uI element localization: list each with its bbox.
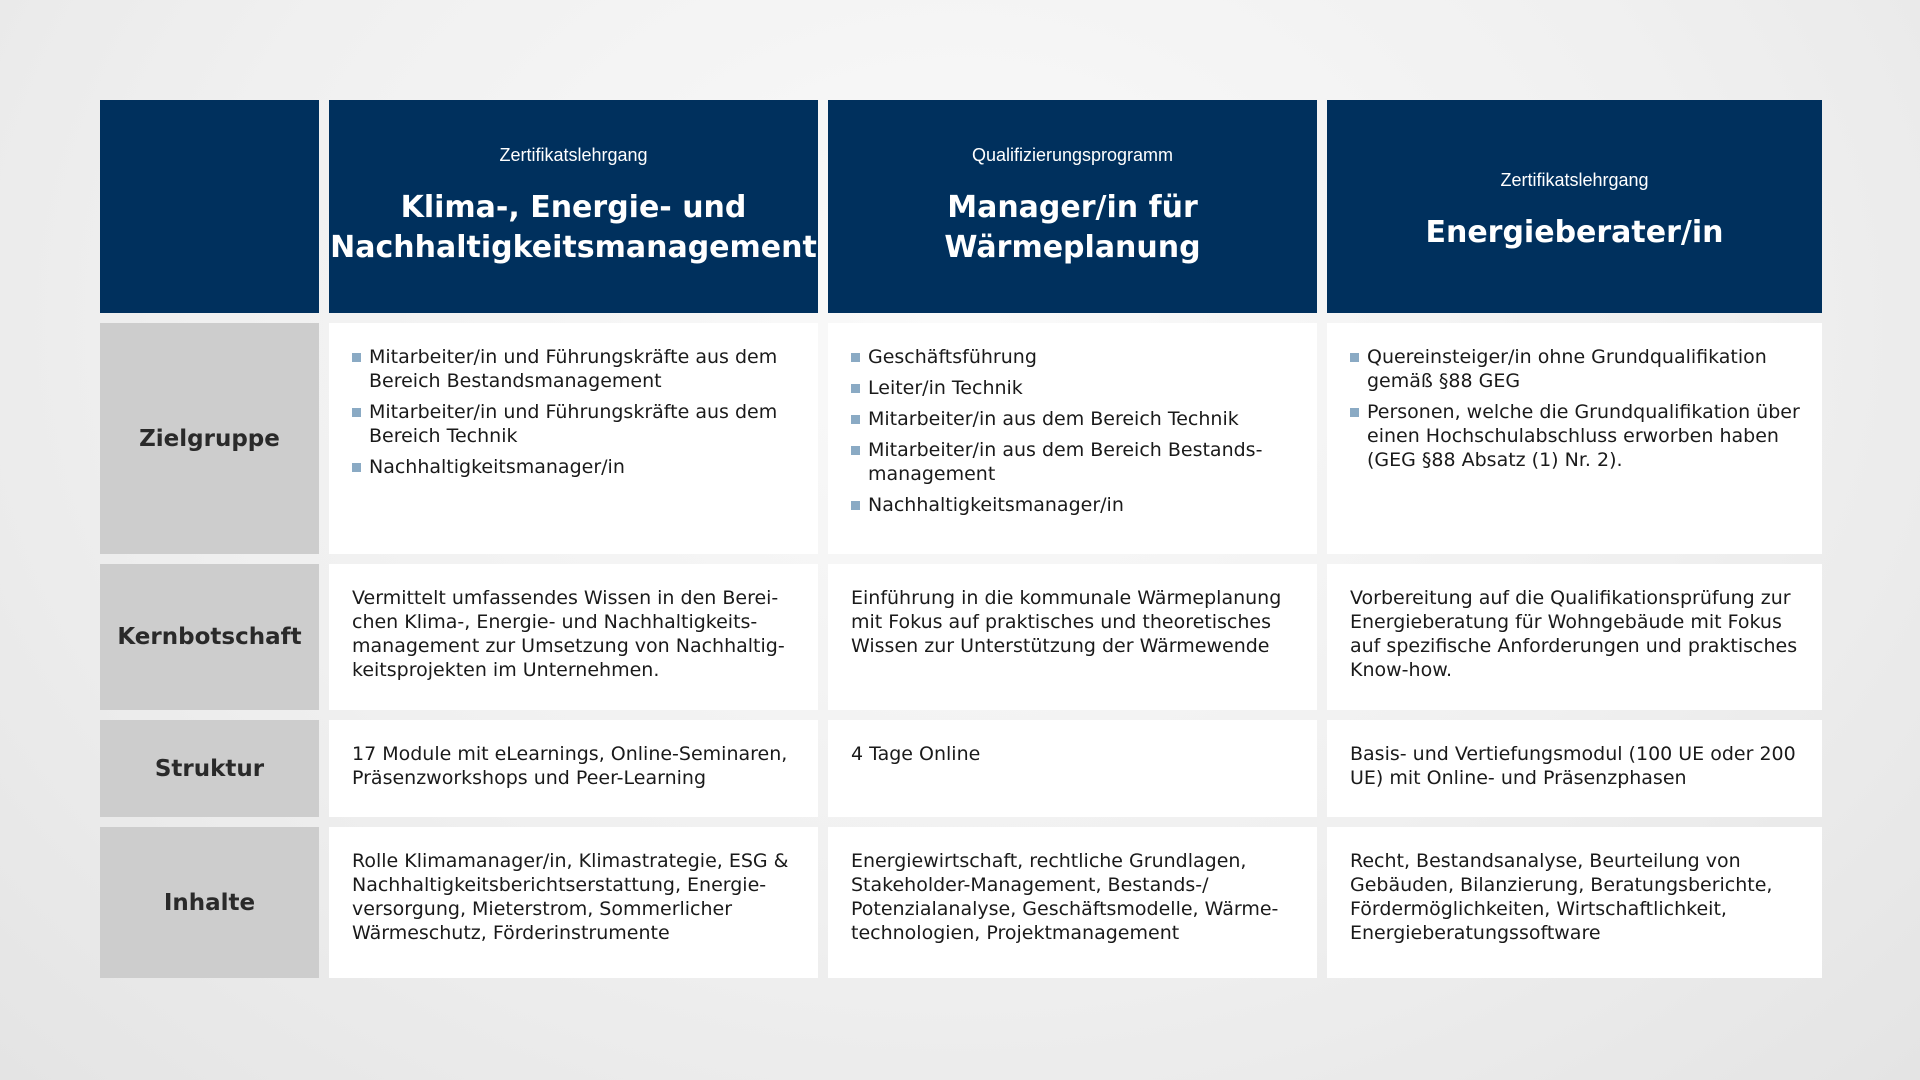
list-item: Nachhaltigkeitsmanager/in — [352, 455, 798, 479]
list-item: Mitarbeiter/in aus dem Bereich Technik — [851, 407, 1297, 431]
column-header-3 — [1327, 100, 1822, 313]
kernbotschaft-cell-1: Vermittelt umfassendes Wissen in den Berei-chen Klima-, Energie- und Nachhaltigkeits-management zur Umsetzung von Nachhaltig-keitsprojekten im Unternehmen. — [329, 564, 818, 710]
column-kicker: Zertifikatslehrgang — [1500, 170, 1649, 190]
row-label-kernbotschaft: Kernbotschaft — [100, 564, 319, 710]
column-title: Manager/in für Wärmeplanung — [944, 190, 1201, 265]
struktur-cell-2: 4 Tage Online — [828, 720, 1317, 817]
list-item: Mitarbeiter/in aus dem Bereich Bestands-management — [851, 438, 1297, 486]
row-label-struktur: Struktur — [100, 720, 319, 817]
list-item: Leiter/in Technik — [851, 376, 1297, 400]
struktur-cell-1: 17 Module mit eLearnings, Online-Seminaren, Präsenzworkshops und Peer-Learning — [329, 720, 818, 817]
list-item: Geschäftsführung — [851, 345, 1297, 369]
inhalte-cell-2: Energiewirtschaft, rechtliche Grundlagen, Stakeholder-Management, Bestands-/ Potenzialanalyse, Geschäftsmodelle, Wärme-technologien, Projektmanagement — [828, 827, 1317, 978]
column-header-2 — [828, 100, 1317, 313]
comparison-table — [100, 100, 1822, 978]
list-item: Mitarbeiter/in und Führungskräfte aus dem Bereich Bestandsmanagement — [352, 345, 798, 393]
inhalte-cell-3: Recht, Bestandsanalyse, Beurteilung von Gebäuden, Bilanzierung, Beratungsberichte, Fördermöglichkeiten, Wirtschaftlichkeit, Energieberatungssoftware — [1327, 827, 1822, 978]
column-kicker: Qualifizierungsprogramm — [971, 145, 1174, 165]
zielgruppe-cell-1 — [329, 323, 818, 554]
column-title: Energieberater/in — [1425, 215, 1724, 250]
list-item: Mitarbeiter/in und Führungskräfte aus dem Bereich Technik — [352, 400, 798, 448]
column-kicker: Zertifikatslehrgang — [499, 145, 648, 165]
list-item: Nachhaltigkeitsmanager/in — [851, 493, 1297, 517]
zielgruppe-cell-2 — [828, 323, 1317, 554]
inhalte-cell-1: Rolle Klimamanager/in, Klimastrategie, ESG & Nachhaltigkeitsberichtserstattung, Energie-versorgung, Mieterstrom, Sommerlicher Wärmeschutz, Förderinstrumente — [329, 827, 818, 978]
list-item: Personen, welche die Grundqualifikation über einen Hochschulabschluss erworben haben (GEG §88 Absatz (1) Nr. 2). — [1350, 400, 1802, 472]
row-label-zielgruppe: Zielgruppe — [100, 323, 319, 554]
zielgruppe-cell-3 — [1327, 323, 1822, 554]
kernbotschaft-cell-2: Einführung in die kommunale Wärmeplanung mit Fokus auf praktisches und theoretisches Wissen zur Unterstützung der Wärmewende — [828, 564, 1317, 710]
kernbotschaft-cell-3: Vorbereitung auf die Qualifikationsprüfung zur Energieberatung für Wohngebäude mit Fokus auf spezifische Anforderungen und praktisches Know-how. — [1327, 564, 1822, 710]
row-label-inhalte: Inhalte — [100, 827, 319, 978]
struktur-cell-3: Basis- und Vertiefungsmodul (100 UE oder 200 UE) mit Online- und Präsenzphasen — [1327, 720, 1822, 817]
list-item: Quereinsteiger/in ohne Grundqualifikation gemäß §88 GEG — [1350, 345, 1802, 393]
header-corner — [100, 100, 319, 313]
column-title: Klima-, Energie- und Nachhaltigkeitsmanagement — [330, 190, 817, 265]
column-header-1 — [329, 100, 818, 313]
